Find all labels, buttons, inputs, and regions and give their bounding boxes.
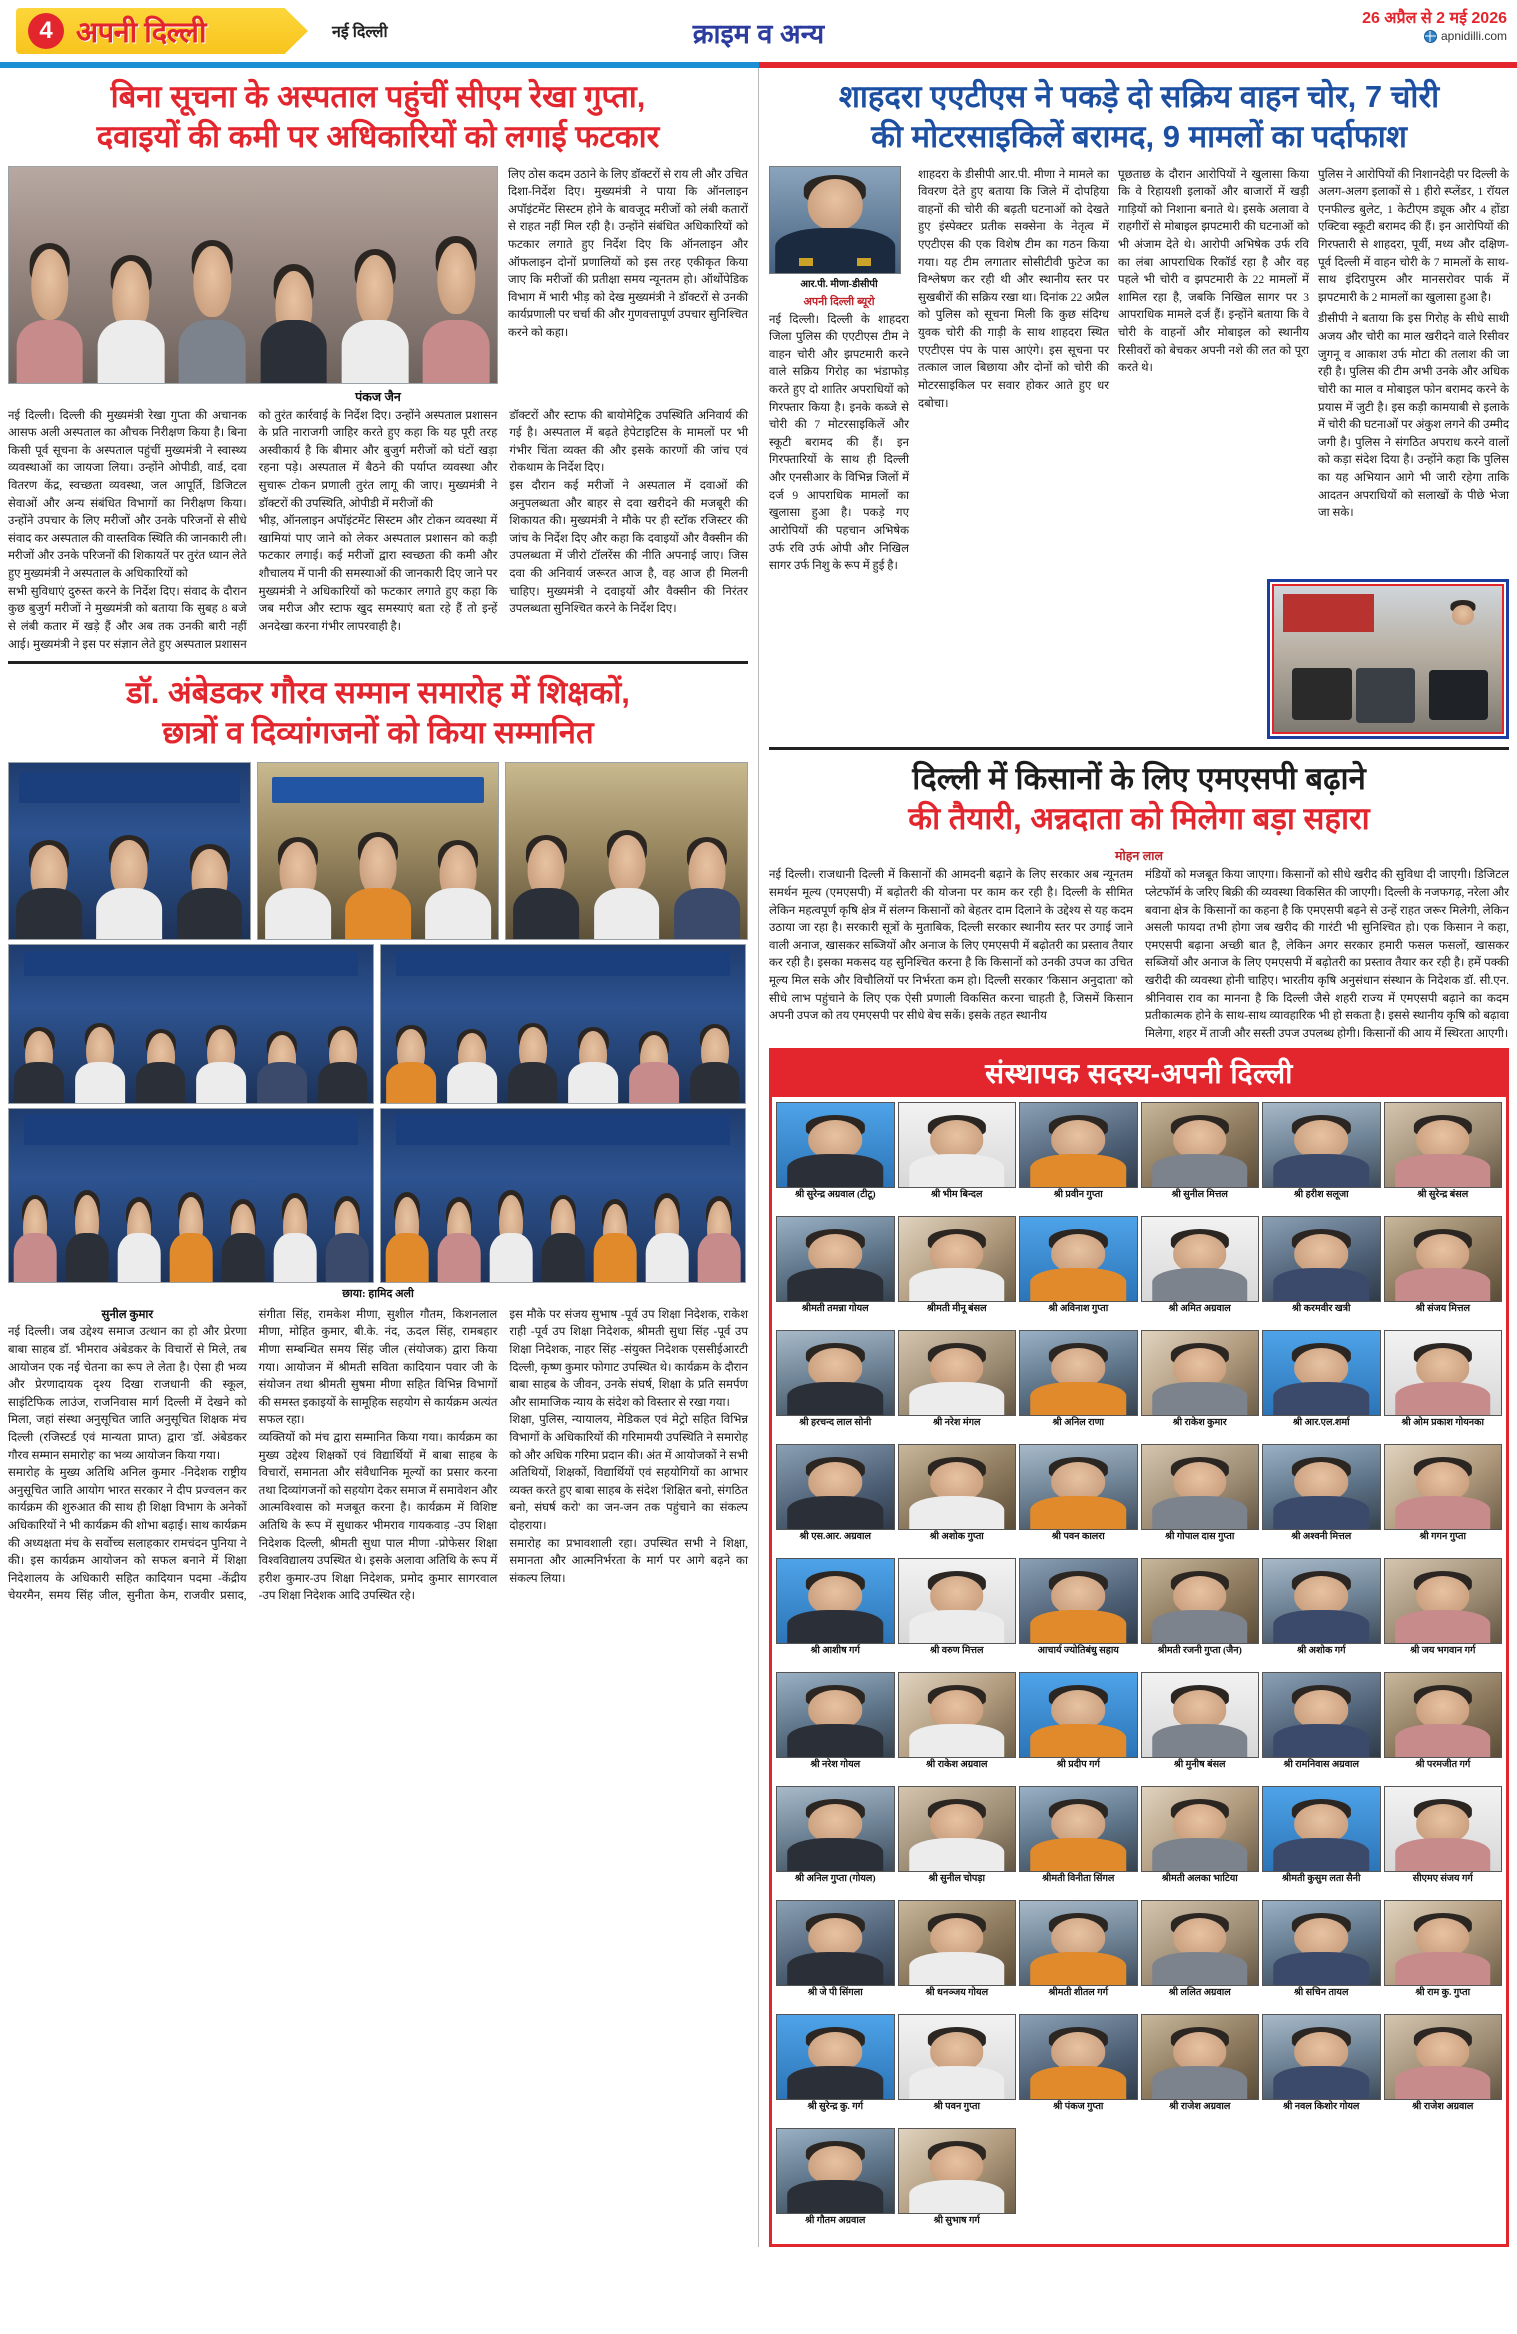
founder-member-name: श्री अश्वनी मित्तल xyxy=(1291,1531,1352,1543)
founder-member-photo xyxy=(898,1102,1017,1188)
founder-member-photo xyxy=(898,1444,1017,1530)
article-paragraph: नई दिल्ली। राजधानी दिल्ली में किसानों की आमदनी बढ़ाने के लिए सरकार अब न्यूनतम समर्थन मूल्य (एमएसपी) में बढ़ोतरी की योजना पर काम कर रही है। दिल्ली के सीमित लेकिन महत्वपूर्ण कृषि क्षेत्र में संलग्न किसानों को बेहतर दाम दिलाने के उद्देश्य से यह कदम उठाया जा रहा है। सरकारी सूत्रों के मुताबिक, दिल्ली सरकार स्थानीय स्तर पर उगाई जाने वाली अनाज, खासकर सब्जियों और अनाज के लिए एमएसपी में बढ़ोतरी का प्रस्ताव तैयार कर रही है। इसका मकसद यह सुनिश्चित करना है कि किसानों को उनकी उपज का उचित मूल्य मिल सके और विचौलियों पर निर्भरता कम हो। दिल्ली सरकार 'किसान अनुदाता' को सीधे लाभ पहुंचाने के लिए एक ऐसी प्रणाली विकसित करना चाहती है, जिसमें किसान अपनी उपज को तय एमएसपी पर सीधे बेच सकें। इसके तहत स्थानीय xyxy=(769,868,1133,1023)
founder-member-card xyxy=(776,1330,895,1440)
founder-member-card xyxy=(1141,1216,1260,1326)
ceremony-photo-5 xyxy=(380,944,746,1104)
recovered-vehicles-photo xyxy=(1267,579,1509,739)
founder-member-name: श्री संजय मित्तल xyxy=(1415,1303,1471,1315)
founder-member-card xyxy=(898,1786,1017,1896)
officer-caption: आर.पी. मीणा-डीसीपी xyxy=(800,278,878,290)
founder-member-card xyxy=(776,2128,895,2238)
founder-member-name: श्रीमती विनीता सिंगल xyxy=(1042,1873,1115,1885)
right-column xyxy=(769,68,1509,2247)
page-body xyxy=(0,68,1517,2247)
founder-member-card xyxy=(1019,2014,1138,2124)
founder-member-name: श्री सुनील चोपड़ा xyxy=(928,1873,986,1885)
founder-member-card xyxy=(1384,1672,1503,1782)
headline-line-2: छात्रों व दिव्यांगजनों को किया सम्मानित xyxy=(162,715,594,751)
founder-member-card xyxy=(1384,1444,1503,1554)
founder-member-photo xyxy=(898,1786,1017,1872)
article-paragraph: इस दौरान कई मरीजों ने अस्पताल में दवाओं की अनुपलब्धता और बाहर से दवा खरीदने की मजबूरी की शिकायत की। मुख्यमंत्री ने मौके पर ही स्टॉक रजिस्टर की जांच के निर्देश दिए और कहा कि दवाइयों और वैक्सीन की उपलब्धता में जीरो टॉलरेंस की नीति अपनाई जाए। जिस दवा की अनिवार्य जरूरत आज है, वह आज ही मिलनी चाहिए। मुख्यमंत्री ने दवाइयों और वैक्सीन की निरंतर उपलब्धता सुनिश्चित करने के निर्देश दिए। xyxy=(509,479,748,616)
founder-member-name: श्री राकेश कुमार xyxy=(1172,1417,1227,1429)
founder-member-card xyxy=(1262,2014,1381,2124)
founder-member-photo xyxy=(1019,1444,1138,1530)
founder-member-name: श्री प्रवीन गुप्ता xyxy=(1053,1189,1103,1201)
founder-member-photo xyxy=(898,1672,1017,1758)
founder-member-photo xyxy=(1141,1672,1260,1758)
founder-member-card xyxy=(898,1900,1017,2010)
article-paragraph: पूछताछ के दौरान आरोपियों ने खुलासा किया कि वे रिहायशी इलाकों और बाजारों में खड़ी गाड़ियों को निशाना बनाते थे। इसके अलावा वे राहगीरों से मोबाइल झपटमारी की घटनाओं को भी अंजाम देते थे। आरोपी अभिषेक उर्फ रवि का लंबा आपराधिक रिकॉर्ड रहा है और वह पहले भी चोरी व झपटमारी के 22 मामलों में शामिल रहा है, जबकि निखिल सागर पर 3 आपराधिक मामले दर्ज हैं। इन्होंने बताया कि वे चोरी के वाहनों और मोबाइल को स्थानीय रिसीवरों को बेचकर अपनी नशे की लत को पूरा करते थे। xyxy=(1118,167,1309,375)
founder-member-card xyxy=(1262,1786,1381,1896)
founder-member-photo xyxy=(898,1558,1017,1644)
headline-line-1: शाहदरा एएटीएस ने पकड़े दो सक्रिय वाहन चोर, 7 चोरी xyxy=(838,79,1440,114)
article-paragraph: नई दिल्ली। दिल्ली के शाहदरा जिला पुलिस की एएटीएस टीम ने वाहन चोरी और झपटमारी करने वाले सक्रिय गिरोह का भंडाफोड़ करते हुए दो शातिर अपराधियों को गिरफ्तार किया है। इनके कब्जे से चोरी की 7 मोटरसाइकिलें और स्कूटी बरामद की हैं। इन गिरफ्तारियों के साथ ही दिल्ली और एनसीआर के विभिन्न जिलों में दर्ज 9 आपराधिक मामलों का खुलासा हुआ है। पकड़े गए आरोपियों की पहचान अभिषेक उर्फ रवि उर्फ ओपी और निखिल सागर उर्फ निशु के रूप में हुई है। xyxy=(769,312,909,573)
article-paragraph: शिक्षा, पुलिस, न्यायालय, मेडिकल एवं मेट्रो सहित विभिन्न विभागों के अधिकारियों की गरिमामयी उपस्थिति ने समारोह को और अधिक गरिमा प्रदान की। अंत में आयोजकों ने सभी अतिथियों, शिक्षकों, विद्यार्थियों एवं सहयोगियों का आभार व्यक्त करते हुए बाबा साहब के संदेश 'शिक्षित बनो, संगठित बनो, संघर्ष करो' का जन-जन तक पहुंचाने का संकल्प दोहराया। xyxy=(509,1413,748,1533)
founder-member-name: श्री जे पी सिंगला xyxy=(807,1987,863,1999)
article-body-columns xyxy=(769,866,1509,1042)
founder-member-name: श्री सुरेन्द्र बंसल xyxy=(1417,1189,1469,1201)
founder-member-photo xyxy=(1141,1900,1260,1986)
founder-member-photo xyxy=(1141,1102,1260,1188)
masthead xyxy=(0,0,1517,62)
founder-member-photo xyxy=(1262,1786,1381,1872)
founder-member-photo xyxy=(1384,1672,1503,1758)
article-paragraph: डॉक्टरों और स्टाफ की बायोमेट्रिक उपस्थिति अनिवार्य की गई है। अस्पताल में बढ़ते हेपेटाइटिस के मामलों पर भी गंभीर चिंता व्यक्त की और इसके कारणों की जांच एवं रोकथाम के निर्देश दिए। xyxy=(509,408,748,475)
founder-member-card xyxy=(1384,1330,1503,1440)
article-paragraph: नई दिल्ली। दिल्ली की मुख्यमंत्री रेखा गुप्ता की अचानक आसफ अली अस्पताल का औचक निरीक्षण किया है। बिना किसी पूर्व सूचना के अस्पताल पहुंचीं मुख्यमंत्री ने स्वास्थ्य व्यवस्थाओं का जायजा लिया। उन्होंने ओपीडी, वार्ड, दवा वितरण केंद्र, स्वच्छता व्यवस्था, जल आपूर्ति, डिजिटल सेवाओं और अन्य संबंधित विभागों का निरीक्षण किया। उन्होंने उपचार के लिए मरीजों और उनके परिजनों से सीधे संवाद कर अस्पताल की वास्तविक स्थिति की जानकारी ली। मरीजों और उनके परिजनों की शिकायतें पर तुरंत ध्यान लेते हुए मुख्यमंत्री ने अस्पताल के अधिकारियों को xyxy=(8,408,247,581)
founder-member-card xyxy=(898,1330,1017,1440)
founder-member-photo xyxy=(1019,1330,1138,1416)
founder-member-photo xyxy=(1262,2014,1381,2100)
article-byline: सुनील कुमार xyxy=(101,1307,154,1321)
founder-member-photo xyxy=(1141,1786,1260,1872)
founder-member-photo xyxy=(898,1216,1017,1302)
founder-member-name: श्री ओम प्रकाश गोयनका xyxy=(1401,1417,1484,1429)
founder-member-name: श्री सचिन तायल xyxy=(1294,1987,1349,1999)
article-paragraph: शाहदरा के डीसीपी आर.पी. मीणा ने मामले का विवरण देते हुए बताया कि जिले में दोपहिया वाहनों की चोरी की बढ़ती घटनाओं को देखते हुए इंस्पेक्टर प्रतीक सक्सेना के नेतृत्व में एएटीएस की एक विशेष टीम का गठन किया गया। यह टीम लगातार सोसीटीवी फुटेज का विश्लेषण कर रही थी और स्थानीय स्तर पर सुखबीरों की सक्रिय रखा था। दिनांक 22 अप्रैल को पुलिस को सूचना मिली कि कुछ संदिग्ध युवक चोरी की गाड़ी के साथ शाहदरा स्थित एएटीएस पंप के पास आएंगे। इस सूचना पर तत्काल जाल बिछाया और दोनों को चोरी की मोटरसाइकिल पर सवार होकर आते हुए धर दबोचा। xyxy=(918,167,1109,410)
ceremony-photo-3 xyxy=(505,762,748,940)
founder-member-photo xyxy=(1384,1786,1503,1872)
founder-member-card xyxy=(776,1672,895,1782)
founder-member-photo xyxy=(1262,1102,1381,1188)
founder-member-name: श्री आर.एल.शर्मा xyxy=(1292,1417,1350,1429)
founder-member-photo xyxy=(898,1900,1017,1986)
founder-member-card xyxy=(1141,1672,1260,1782)
article-byline: मोहन लाल xyxy=(1115,849,1163,864)
article-headline xyxy=(769,759,1509,840)
founder-member-card xyxy=(776,2014,895,2124)
founder-member-name: श्री भीम बिन्दल xyxy=(930,1189,983,1201)
founder-member-card xyxy=(776,1558,895,1668)
issue-date: 26 अप्रैल से 2 मई 2026 xyxy=(1362,10,1507,27)
founder-member-name: श्री एस.आर. अग्रवाल xyxy=(799,1531,871,1543)
founder-member-card xyxy=(776,1900,895,2010)
headline-line-2: दवाइयों की कमी पर अधिकारियों को लगाई फटकार xyxy=(96,119,660,155)
website-line[interactable] xyxy=(1362,29,1507,43)
website-url: apnidilli.com xyxy=(1440,29,1507,43)
founder-member-name: श्री मुनीष बंसल xyxy=(1173,1759,1226,1771)
article-byline: पंकज जैन xyxy=(355,389,401,404)
founder-member-card xyxy=(1262,1444,1381,1554)
founder-members-section xyxy=(769,1048,1509,2247)
founder-member-card xyxy=(1384,1786,1503,1896)
founder-member-card xyxy=(1019,1900,1138,2010)
founder-member-photo xyxy=(1141,1216,1260,1302)
founder-member-name: श्री राजेश अग्रवाल xyxy=(1412,2101,1474,2113)
article-body-columns xyxy=(8,407,748,654)
founder-member-card xyxy=(776,1216,895,1326)
article-photo-cm-visit xyxy=(8,166,498,384)
founder-member-photo xyxy=(1141,1330,1260,1416)
founder-member-photo xyxy=(776,1672,895,1758)
founder-member-name: श्री अमित अग्रवाल xyxy=(1168,1303,1231,1315)
founder-member-photo xyxy=(1384,1102,1503,1188)
founder-member-name: श्री अशोक गर्ग xyxy=(1296,1645,1346,1657)
article-paragraph: डीसीपी ने बताया कि इस गिरोह के सीधे साथी अजय और चोरी का माल खरीदने वाले रिसीवर जुगनू व आकाश उर्फ मोटा की तलाश की जा रही है। पुलिस की टीम अभी उनके और अधिक चोरी का माल व मोबाइल फोन बरामद करने के प्रयास में जुटी है। इस कड़ी कामयाबी से इलाके में चोरी की घटनाओं पर अंकुश लगने की उम्मीद जगी है। पुलिस ने संगठित अपराध करने वालों को कड़ा संदेश दिया है। उन्होंने कहा कि पुलिस का यह अभियान आगे भी जारी रहेगा ताकि आदतन अपराधियों को सलाखों के पीछे भेजा जा सके। xyxy=(1318,312,1509,520)
founder-member-card xyxy=(1262,1900,1381,2010)
article-paragraph: पुलिस ने आरोपियों की निशानदेही पर दिल्ली के अलग-अलग इलाकों से 1 हीरो स्प्लेंडर, 1 रॉयल एनफील्ड बुलेट, 1 केटीएम ड्यूक और 4 होंडा एक्टिवा स्कूटी बरामद की हैं। इन आरोपियों की गिरफ्तारी से शाहदरा, पूर्वी, मध्य और दक्षिण-पूर्व दिल्ली में वाहन चोरी के 7 मामलों के साथ-साथ इंदिरापुरम और मानसरोवर पार्क में झपटमारी के 2 मामलों का खुलासा हुआ है। xyxy=(1318,167,1509,304)
founder-member-card xyxy=(776,1102,895,1212)
founder-member-photo xyxy=(776,1216,895,1302)
founder-member-name: श्री नरेश मंगल xyxy=(933,1417,981,1429)
founder-member-photo xyxy=(898,2014,1017,2100)
founder-member-card xyxy=(898,2014,1017,2124)
founder-members-title: संस्थापक सदस्य-अपनी दिल्ली xyxy=(772,1051,1506,1097)
article-paragraph: समारोह का प्रभावशाली रहा। उपस्थित सभी ने शिक्षा, समानता और आत्मनिर्भरता के मार्ग पर आगे बढ़ने का संकल्प लिया। xyxy=(509,1536,748,1585)
founder-member-card xyxy=(1384,1900,1503,2010)
founder-member-photo xyxy=(776,2014,895,2100)
founder-member-name: श्री राजेश अग्रवाल xyxy=(1169,2101,1231,2113)
founder-member-card xyxy=(1141,1444,1260,1554)
officer-photo-dcp xyxy=(769,166,901,274)
founder-member-name: श्री प्रदीप गर्ग xyxy=(1056,1759,1100,1771)
ceremony-photo-4 xyxy=(8,944,374,1104)
ceremony-photo-6 xyxy=(8,1108,374,1283)
founder-member-name: सीएमए संजय गर्ग xyxy=(1412,1873,1473,1885)
founder-member-card xyxy=(898,1558,1017,1668)
founder-member-card xyxy=(898,1672,1017,1782)
article-paragraph: मंडियों को मजबूत किया जाएगा। किसानों को सीधे खरीद की सुविधा दी जाएगी। डिजिटल प्लेटफॉर्म के जरिए बिक्री की व्यवस्था विकसित की जाएगी। दिल्ली के नजफगढ़, नरेला और बवाना क्षेत्र के किसानों का कहना है कि एमएसपी बढ़ने से उन्हें राहत जरूर मिलेगी, लेकिन असली फायदा तभी होगा जब खरीद की गारंटी भी सुनिश्चित हो। एक किसान ने कहा, एमएसपी बढ़ाना अच्छी बात है, लेकिन अगर सरकार हमारी फसल फसलों, खासकर सब्जियों और अनाज के लिए एमएसपी में बढ़ोतरी का प्रस्ताव तैयार कर रही है। हमें पक्की खरीदी की व्यवस्था होनी चाहिए। भारतीय कृषि अनुसंधान संस्थान के निदेशक डॉ. सी.एन. श्रीनिवास राव का मानना है कि दिल्ली जैसे शहरी राज्य में एमएसपी बढ़ाने का कदम प्रतीकात्मक होने के साथ-साथ व्यावहारिक भी हो सकता है। इससे स्थानीय कृषि को बढ़ावा मिलेगा, शहर में ताजी और सस्ती उपज उपलब्ध होगी। किसानों की आय में स्थिरता आएगी। xyxy=(1145,868,1509,1040)
founder-member-name: आचार्य ज्योतिबंधु सहाय xyxy=(1037,1645,1119,1657)
article-paragraph: इस मौके पर संजय सुभाष -पूर्व उप शिक्षा निदेशक, राकेश राही -पूर्व उप शिक्षा निदेशक, श्रीमती सुधा सिंह -पूर्व उप शिक्षा निदेशक, नाहर सिंह -संयुक्त निदेशक एससीईआरटी दिल्ली, कृष्ण कुमार फोगाट उपस्थित थे। कार्यक्रम के दौरान बाबा साहब के जीवन, उनके संघर्ष, शिक्षा के प्रति समर्पण और सामाजिक न्याय के संदेश को विस्तार से रखा गया। xyxy=(509,1307,748,1409)
founder-member-photo xyxy=(1384,1900,1503,1986)
founder-member-name: श्री पवन गुप्ता xyxy=(933,2101,980,2113)
paper-name: अपनी दिल्ली xyxy=(76,16,206,49)
founder-member-photo xyxy=(898,1330,1017,1416)
article-headline xyxy=(8,77,748,158)
founder-member-photo xyxy=(1384,2014,1503,2100)
founder-member-photo xyxy=(1019,1558,1138,1644)
founder-member-photo xyxy=(1262,1444,1381,1530)
founder-member-photo xyxy=(1141,1558,1260,1644)
founder-member-name: श्री राकेश अग्रवाल xyxy=(926,1759,988,1771)
headline-line-1: दिल्ली में किसानों के लिए एमएसपी बढ़ाने xyxy=(912,760,1366,796)
founder-member-card xyxy=(776,1444,895,1554)
founder-member-photo xyxy=(1262,1558,1381,1644)
founder-member-name: श्री अनिल राणा xyxy=(1052,1417,1105,1429)
founder-member-photo xyxy=(1384,1444,1503,1530)
article-byline: अपनी दिल्ली ब्यूरो xyxy=(803,295,875,308)
article-divider xyxy=(769,747,1509,750)
masthead-city: नई दिल्ली xyxy=(332,24,388,41)
article-vehicle-theft-arrest xyxy=(769,77,1509,739)
founder-member-photo xyxy=(776,1444,895,1530)
founder-member-photo xyxy=(1384,1558,1503,1644)
founder-member-card xyxy=(1262,1102,1381,1212)
founder-member-name: श्री अविनाश गुप्ता xyxy=(1048,1303,1109,1315)
founder-member-name: श्री हरचन्द लाल सोनी xyxy=(799,1417,872,1429)
founder-member-card xyxy=(1384,2014,1503,2124)
globe-icon xyxy=(1424,30,1437,43)
founder-member-name: श्री सुरेन्द्र कु. गर्ग xyxy=(807,2101,863,2113)
masthead-meta xyxy=(1362,6,1507,43)
founder-member-name: श्री सुनील मित्तल xyxy=(1171,1189,1228,1201)
founder-member-card xyxy=(1019,1330,1138,1440)
founder-member-photo xyxy=(776,1102,895,1188)
founder-member-name: श्री वरुण मित्तल xyxy=(930,1645,984,1657)
founder-member-photo xyxy=(776,2128,895,2214)
headline-line-2: की तैयारी, अन्नदाता को मिलेगा बड़ा सहारा xyxy=(908,801,1370,837)
article-paragraph: व्यक्तियों को मंच द्वारा सम्मानित किया गया। कार्यक्रम का मुख्य उद्देश्य शिक्षकों एवं विद्यार्थियों में बाबा साहब के विचारों, समानता और संवैधानिक मूल्यों का प्रसार करना तथा दिव्यांगजनों को सहयोग देकर समाज में समावेशन और आत्मविश्वास को मजबूत करना है। कार्यक्रम में विशिष्ट अतिथि के रूप में सुधाकर भीमराव गायकवाड़ -उप शिक्षा निदेशक दिल्ली, श्रीमती सुधा पाल मीणा -प्रोफेसर शिक्षा विश्वविद्यालय उपस्थित थे। इसके अलावा अतिथि के रूप में हरीश कुमार-उप शिक्षा निदेशक, प्रमोद कुमार सागरवाल -उप शिक्षा निदेशक आदि उपस्थित रहे। xyxy=(258,1430,498,1603)
founder-member-name: श्री जय भगवान गर्ग xyxy=(1410,1645,1476,1657)
founder-member-card xyxy=(898,2128,1017,2238)
founder-member-photo xyxy=(1019,1786,1138,1872)
founder-member-name: श्री नरेश गोयल xyxy=(810,1759,861,1771)
founder-member-name: श्री ललित अग्रवाल xyxy=(1168,1987,1231,1999)
founder-member-photo xyxy=(1019,1102,1138,1188)
founder-member-card xyxy=(1384,1102,1503,1212)
founder-member-photo xyxy=(1262,1330,1381,1416)
founder-member-card xyxy=(898,1444,1017,1554)
founder-member-name: श्री अनिल गुप्ता (गोयल) xyxy=(794,1873,876,1885)
ceremony-photo-1 xyxy=(8,762,251,940)
left-column xyxy=(8,68,748,2247)
founder-member-card xyxy=(1019,1216,1138,1326)
founder-member-name: श्रीमती रजनी गुप्ता (जैन) xyxy=(1157,1645,1242,1657)
ceremony-photo-2 xyxy=(257,762,500,940)
founder-member-card xyxy=(1019,1786,1138,1896)
founder-member-card xyxy=(1141,1786,1260,1896)
founder-member-photo xyxy=(1262,1900,1381,1986)
founder-member-name: श्री नवल किशोर गोयल xyxy=(1283,2101,1360,2113)
founder-member-name: श्री गगन गुप्ता xyxy=(1419,1531,1466,1543)
article-headline xyxy=(769,77,1509,158)
headline-line-1: बिना सूचना के अस्पताल पहुंचीं सीएम रेखा गुप्ता, xyxy=(110,79,646,114)
founder-member-photo xyxy=(898,2128,1017,2214)
founder-member-card xyxy=(1019,1444,1138,1554)
article-paragraph: नई दिल्ली। जब उद्देश्य समाज उत्थान का हो और प्रेरणा बाबा साहब डॉ. भीमराव अंबेडकर के विचारों से मिले, तब आयोजन एक नई चेतना का रूप ले लेता है। ऐसा ही भव्य और प्रेरणादायक दृश्य दिखा राजधानी की स्कूल, साइंटिफिक लाउंज, राजनिवास मार्ग दिल्ली में देखने को मिला, जहां संस्था अनुसूचित जाति अनुसूचित शिक्षक मंच दिल्ली (रजिस्टर्ड एवं मान्यता प्राप्त) द्वारा 'डॉ. अंबेडकर गौरव सम्मान समारोह' का भव्य आयोजन किया गया। xyxy=(8,1325,247,1462)
article-ambedkar-ceremony xyxy=(8,673,748,1605)
founder-member-photo xyxy=(1141,1444,1260,1530)
founder-member-card xyxy=(1141,2014,1260,2124)
founder-member-card xyxy=(1262,1672,1381,1782)
founder-member-card xyxy=(1019,1558,1138,1668)
founder-member-photo xyxy=(1019,2014,1138,2100)
founder-member-name: श्री गोपाल दास गुप्ता xyxy=(1165,1531,1235,1543)
founder-member-card xyxy=(1141,1102,1260,1212)
founder-member-card xyxy=(1384,1216,1503,1326)
founder-member-name: श्री परमजीत गर्ग xyxy=(1415,1759,1471,1771)
photo-people-group xyxy=(9,167,497,383)
founder-member-name: श्री अशोक गुप्ता xyxy=(929,1531,984,1543)
founder-member-photo xyxy=(1262,1672,1381,1758)
founder-member-name: श्री धनञ्जय गोयल xyxy=(925,1987,989,1999)
founder-member-name: श्री सुरेन्द्र अग्रवाल (टीटू) xyxy=(794,1189,876,1201)
founder-member-card xyxy=(1384,1558,1503,1668)
article-cm-hospital-inspection xyxy=(8,77,748,653)
founder-member-photo xyxy=(776,1786,895,1872)
founder-member-name: श्री सुभाष गर्ग xyxy=(933,2215,980,2227)
founder-member-photo xyxy=(776,1900,895,1986)
founder-member-photo xyxy=(1019,1216,1138,1302)
founder-member-card xyxy=(1141,1330,1260,1440)
founder-member-card xyxy=(1141,1900,1260,2010)
founder-members-grid xyxy=(772,1097,1506,2244)
founder-member-photo xyxy=(776,1330,895,1416)
founder-member-photo xyxy=(1384,1330,1503,1416)
founder-member-card xyxy=(1141,1558,1260,1668)
founder-member-name: श्री हरीश सलूजा xyxy=(1293,1189,1349,1201)
founder-member-name: श्री गौतम अग्रवाल xyxy=(805,2215,866,2227)
masthead-logo[interactable] xyxy=(16,8,316,54)
page-number-badge: 4 xyxy=(28,13,64,49)
founder-member-card xyxy=(1262,1330,1381,1440)
founder-member-photo xyxy=(1019,1900,1138,1986)
section-title: क्राइम व अन्य xyxy=(692,19,825,49)
article-body-columns xyxy=(8,1306,748,1605)
founder-member-name: श्रीमती अलका भाटिया xyxy=(1161,1873,1238,1885)
founder-member-photo xyxy=(776,1558,895,1644)
founder-member-card xyxy=(898,1102,1017,1212)
founder-member-name: श्री रामनिवास अग्रवाल xyxy=(1283,1759,1359,1771)
founder-member-photo xyxy=(1262,1216,1381,1302)
column-divider xyxy=(758,68,759,2247)
founder-member-name: श्रीमती शीतल गर्ग xyxy=(1048,1987,1109,1999)
headline-line-1: डॉ. अंबेडकर गौरव सम्मान समारोह में शिक्षकों, xyxy=(126,675,630,711)
founder-member-card xyxy=(1262,1216,1381,1326)
founder-member-name: श्रीमती तमन्ना गोयल xyxy=(801,1303,869,1315)
headline-line-2: की मोटरसाइकिलें बरामद, 9 मामलों का पर्दाफाश xyxy=(871,119,1407,155)
article-paragraph: भीड़, ऑनलाइन अपॉइंटमेंट सिस्टम और टोकन व्यवस्था में खामियां पाए जाने को लेकर अस्पताल प्रशासन को कड़ी फटकार लगाई। कई मरीजों द्वारा स्वच्छता की कमी और शौचालय में पानी की समस्याओं की जानकारी दिए जाने पर मुख्यमंत्री ने अधिकारियों को फटकार लगाते हुए कहा कि जब मरीज और स्टाफ खुद समस्याएं बता रहे हैं तो इन्हें अनदेखा करना गंभीर लापरवाही है। xyxy=(258,514,498,633)
article-paragraph: समारोह के मुख्य अतिथि अनिल कुमार -निदेशक राष्ट्रीय अनुसूचित जाति आयोग भारत सरकार ने दीप प्रज्वलन कर कार्यक्रम की शुरुआत की साथ ही शिक्षा विभाग के अनेकों अधिकारियों ने भी कार्यक्रम की शोभा बढ़ाई। साथ कार्यक्रम की अध्यक्षता मंच के सर्वोच्च सलाहकार रामचंदन पुनिया ने की। इस कार्यक्रम आयोजन को सफल बनाने में शिक्षा निदेशालय के अधिकारी सहित कादियान पदमा -केंद्रीय चेयरमैन, समय सिंह जील, सुनीता केम, राजवीर प्रसाद, संगीता सिंह, रामकेश मीणा, सुशील गौतम, किशनलाल मीणा, मोहित कुमार, बी.के. नंद, ऊदल सिंह, रामबहार मीणा सम्बन्धित समय सिंह जील (संयोजक) द्वारा किया गया। आयोजन में श्रीमती सविता कादियान पवार जी के संयोजन तथा श्रीमती सुषमा मीणा सहित विभिन्न विभागों की समस्त इकाइयों के सामूहिक सहयोग से कार्यक्रम अत्यंत सफल रहा। xyxy=(8,1307,498,1603)
founder-member-card xyxy=(898,1216,1017,1326)
founder-member-name: श्री राम कु. गुप्ता xyxy=(1415,1987,1471,1999)
founder-member-card xyxy=(776,1786,895,1896)
article-msp-farmers xyxy=(769,759,1509,1043)
article-paragraph: लिए ठोस कदम उठाने के लिए डॉक्टरों से राय ली और उचित दिशा-निर्देश दिए। मुख्यमंत्री ने पाया कि ऑनलाइन अपॉइंटमेंट सिस्टम होने के बावजूद मरीजों को लंबी कतारों से राहत नहीं मिल रही है। उन्होंने संबंधित अधिकारियों को फटकार लगाते हुए निर्देश दिए कि ऑनलाइन और ऑफलाइन दोनों प्रणालियों को इस तरह एकीकृत किया जाए कि मरीजों की प्रतीक्षा समय न्यूनतम हो। ऑर्थोपेडिक विभाग में भारी भीड़ को देख मुख्यमंत्री ने डॉक्टरों से उनकी कार्यप्रणाली पर चर्चा की और गुणवत्तापूर्ण उपचार सुनिश्चित करने को कहा। xyxy=(508,167,748,340)
founder-member-card xyxy=(1019,1672,1138,1782)
founder-member-name: श्री आशीष गर्ग xyxy=(810,1645,860,1657)
founder-member-photo xyxy=(1141,2014,1260,2100)
article-divider xyxy=(8,661,748,664)
ceremony-photo-7 xyxy=(380,1108,746,1283)
founder-member-card xyxy=(1262,1558,1381,1668)
founder-member-photo xyxy=(1019,1672,1138,1758)
founder-member-photo xyxy=(1384,1216,1503,1302)
founder-member-name: श्रीमती कुसुम लता सैनी xyxy=(1281,1873,1361,1885)
article-headline xyxy=(8,673,748,754)
founder-member-name: श्री पवन कालरा xyxy=(1051,1531,1105,1543)
founder-member-name: श्री पंकज गुप्ता xyxy=(1053,2101,1104,2113)
photo-credit: छाया: हामिद अली xyxy=(342,1287,414,1300)
founder-member-card xyxy=(1019,1102,1138,1212)
founder-member-name: श्रीमती मीनू बंसल xyxy=(926,1303,987,1315)
article-paragraph: सभी सुविधाएं दुरुस्त करने के निर्देश दिए। संवाद के दौरान कुछ बुजुर्ग मरीजों ने मुख्यमंत्री को बताया कि सुबह 8 बजे से लंबी कतार में खड़े हैं और अब तक उनकी बारी नहीं आई। मुख्यमंत्री ने इस पर संज्ञान लेते हुए अस्पताल प्रशासन को तुरंत कार्रवाई के निर्देश दिए। उन्होंने अस्पताल प्रशासन के प्रति नाराजगी जाहिर करते हुए कहा कि यह पूरी तरह अस्वीकार्य है कि बीमार और बुजुर्ग मरीजों को घंटों खड़ा रहना पड़े। अस्पताल में बैठने की पर्याप्त व्यवस्था और सुचारू टोकन प्रणाली तुरंत लागू की जाए। मुख्यमंत्री ने डॉक्टरों की उपस्थिति, ओपीडी में मरीजों की xyxy=(8,408,498,651)
founder-member-name: श्री करमवीर खत्री xyxy=(1292,1303,1351,1315)
